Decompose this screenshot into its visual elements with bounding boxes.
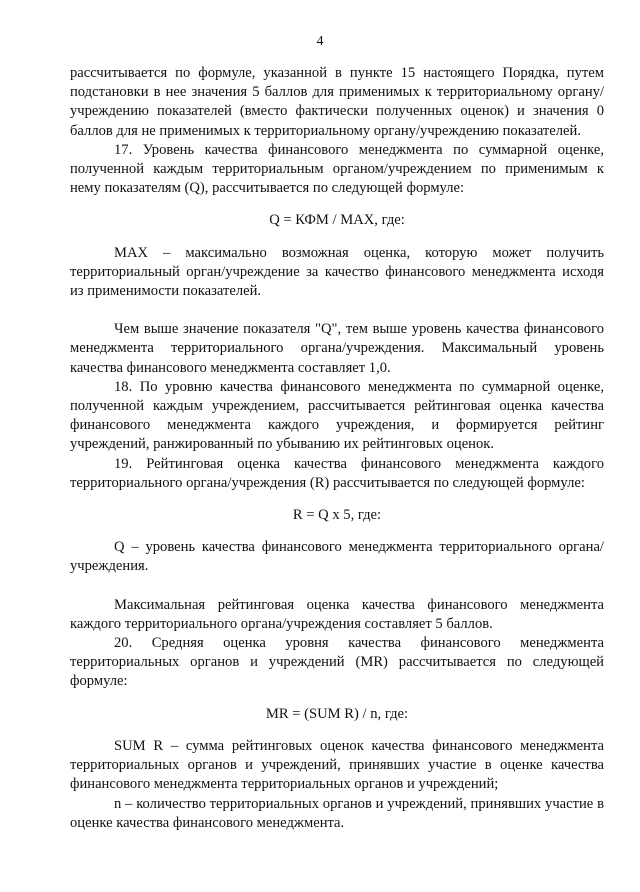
paragraph-sum-r-definition: SUM R – сумма рейтинговых оценок качества финансового менеджмента территориальных органов и учреждений, принявших участие в оценке качества финансового менеджмента территориальных органов и учреждений; <box>70 737 604 793</box>
paragraph-item-20: 20. Средняя оценка уровня качества финансового менеджмента территориальных органов и учреждений (MR) рассчитывается по следующей формуле: <box>70 635 604 690</box>
formula-q: Q = КФМ / MAX, где: <box>269 212 405 229</box>
paragraph-max-definition: MAX – максимально возможная оценка, которую может получить территориальный орган/учреждение за качество финансового менеджмента исходя из применимости показателей. <box>70 244 604 300</box>
formula-mr: MR = (SUM R) / n, где: <box>265 705 409 722</box>
paragraph-item-18: 18. По уровню качества финансового менеджмента по суммарной оценке, полученной каждым учреждением, рассчитывается рейтинговая оценка качества финансового менеджмента каждого учреждения, и формируется рейтинг учреждений, ранжированный по убыванию их рейтинговых оценок. <box>70 378 604 453</box>
paragraph-r-max: Максимальная рейтинговая оценка качества финансового менеджмента каждого территориального органа/учреждения составляет 5 баллов. <box>70 596 604 632</box>
paragraph-q-definition: Q – уровень качества финансового менеджмента территориального органа/учреждения. <box>70 539 604 575</box>
paragraph-n-definition: n – количество территориальных органов и учреждений, принявших участие в оценке качества финансового менеджмента. <box>70 795 604 831</box>
paragraph-item-17: 17. Уровень качества финансового менеджмента по суммарной оценке, полученной каждым территориальным органом/учреждением по применимым к нему показателям (Q), рассчитывается по следующей формуле: <box>70 141 604 197</box>
paragraph-continuation: рассчитывается по формуле, указанной в пункте 15 настоящего Порядка, путем подстановки в нее значения 5 баллов для применимых к территориальному органу/учреждению показателей (вместо фактически полученных оценок) и значения 0 баллов для не применимых к территориальному органу/учреждению показателей. <box>70 65 604 139</box>
paragraph-item-19: 19. Рейтинговая оценка качества финансового менеджмента каждого территориального органа/учреждения (R) рассчитывается по следующей формуле: <box>70 455 604 491</box>
page-number: 4 <box>316 34 324 49</box>
paragraph-q-explanation: Чем выше значение показателя "Q", тем выше уровень качества финансового менеджмента территориального органа/учреждения. Максимальный уровень качества финансового менеджмента составляет 1,0. <box>70 321 604 376</box>
document-body <box>70 64 604 833</box>
formula-r: R = Q x 5, где: <box>292 507 382 524</box>
